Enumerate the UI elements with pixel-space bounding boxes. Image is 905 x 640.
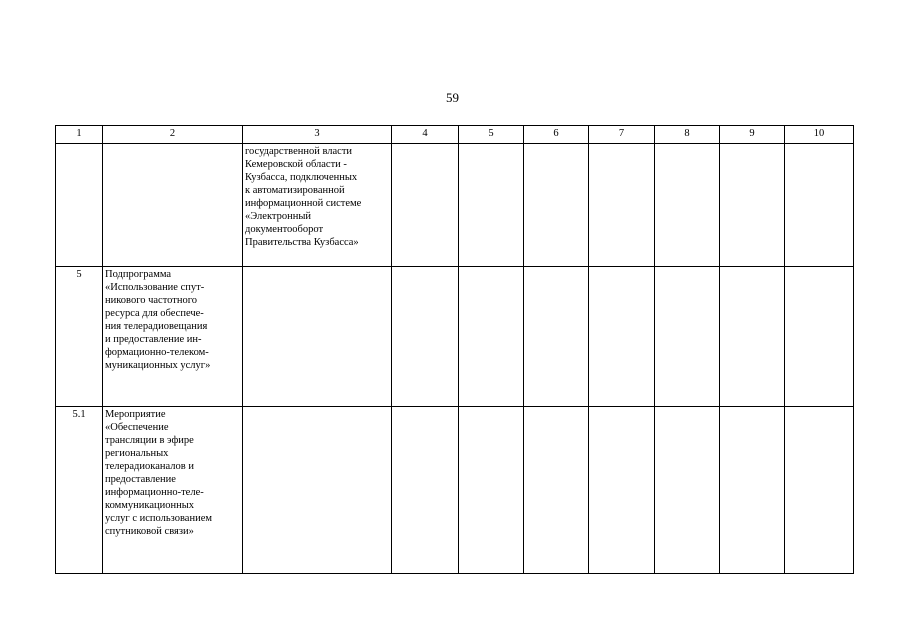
row-number-cell xyxy=(56,144,103,267)
table-row xyxy=(56,407,854,574)
column-header: 4 xyxy=(392,126,459,144)
table-header-row xyxy=(56,126,854,144)
indicator-cell xyxy=(243,407,392,574)
column-header: 1 xyxy=(56,126,103,144)
empty-cell xyxy=(785,267,854,407)
empty-cell xyxy=(589,407,655,574)
column-header: 9 xyxy=(720,126,785,144)
empty-cell xyxy=(655,407,720,574)
empty-cell xyxy=(720,407,785,574)
empty-cell xyxy=(785,407,854,574)
empty-cell xyxy=(589,267,655,407)
table-row xyxy=(56,144,854,267)
empty-cell xyxy=(785,144,854,267)
empty-cell xyxy=(392,144,459,267)
row-name-cell xyxy=(103,144,243,267)
column-header: 7 xyxy=(589,126,655,144)
row-number-cell: 5.1 xyxy=(56,407,103,574)
column-header: 10 xyxy=(785,126,854,144)
empty-cell xyxy=(524,144,589,267)
column-header: 5 xyxy=(459,126,524,144)
empty-cell xyxy=(459,407,524,574)
empty-cell xyxy=(524,407,589,574)
empty-cell xyxy=(524,267,589,407)
empty-cell xyxy=(459,267,524,407)
table-row xyxy=(56,267,854,407)
row-number-cell: 5 xyxy=(56,267,103,407)
indicator-cell xyxy=(243,267,392,407)
empty-cell xyxy=(459,144,524,267)
program-table xyxy=(55,125,854,574)
column-header: 8 xyxy=(655,126,720,144)
empty-cell xyxy=(589,144,655,267)
empty-cell xyxy=(720,267,785,407)
column-header: 3 xyxy=(243,126,392,144)
row-name-cell: Подпрограмма «Использование спут- никового частотного ресурса для обеспече- ния телерадиовещания и предоставление ин- формационно-телеком- муникационных услуг» xyxy=(103,267,243,407)
empty-cell xyxy=(655,267,720,407)
column-header: 6 xyxy=(524,126,589,144)
empty-cell xyxy=(655,144,720,267)
indicator-cell: государственной власти Кемеровской области - Кузбасса, подключенных к автоматизированной информационной системе «Электронный документооборот Правительства Кузбасса» xyxy=(243,144,392,267)
empty-cell xyxy=(720,144,785,267)
column-header: 2 xyxy=(103,126,243,144)
page-number: 59 xyxy=(446,90,459,105)
empty-cell xyxy=(392,407,459,574)
row-name-cell: Мероприятие «Обеспечение трансляции в эфире региональных телерадиоканалов и предоставление информационно-теле- коммуникационных услуг с использованием спутниковой связи» xyxy=(103,407,243,574)
empty-cell xyxy=(392,267,459,407)
